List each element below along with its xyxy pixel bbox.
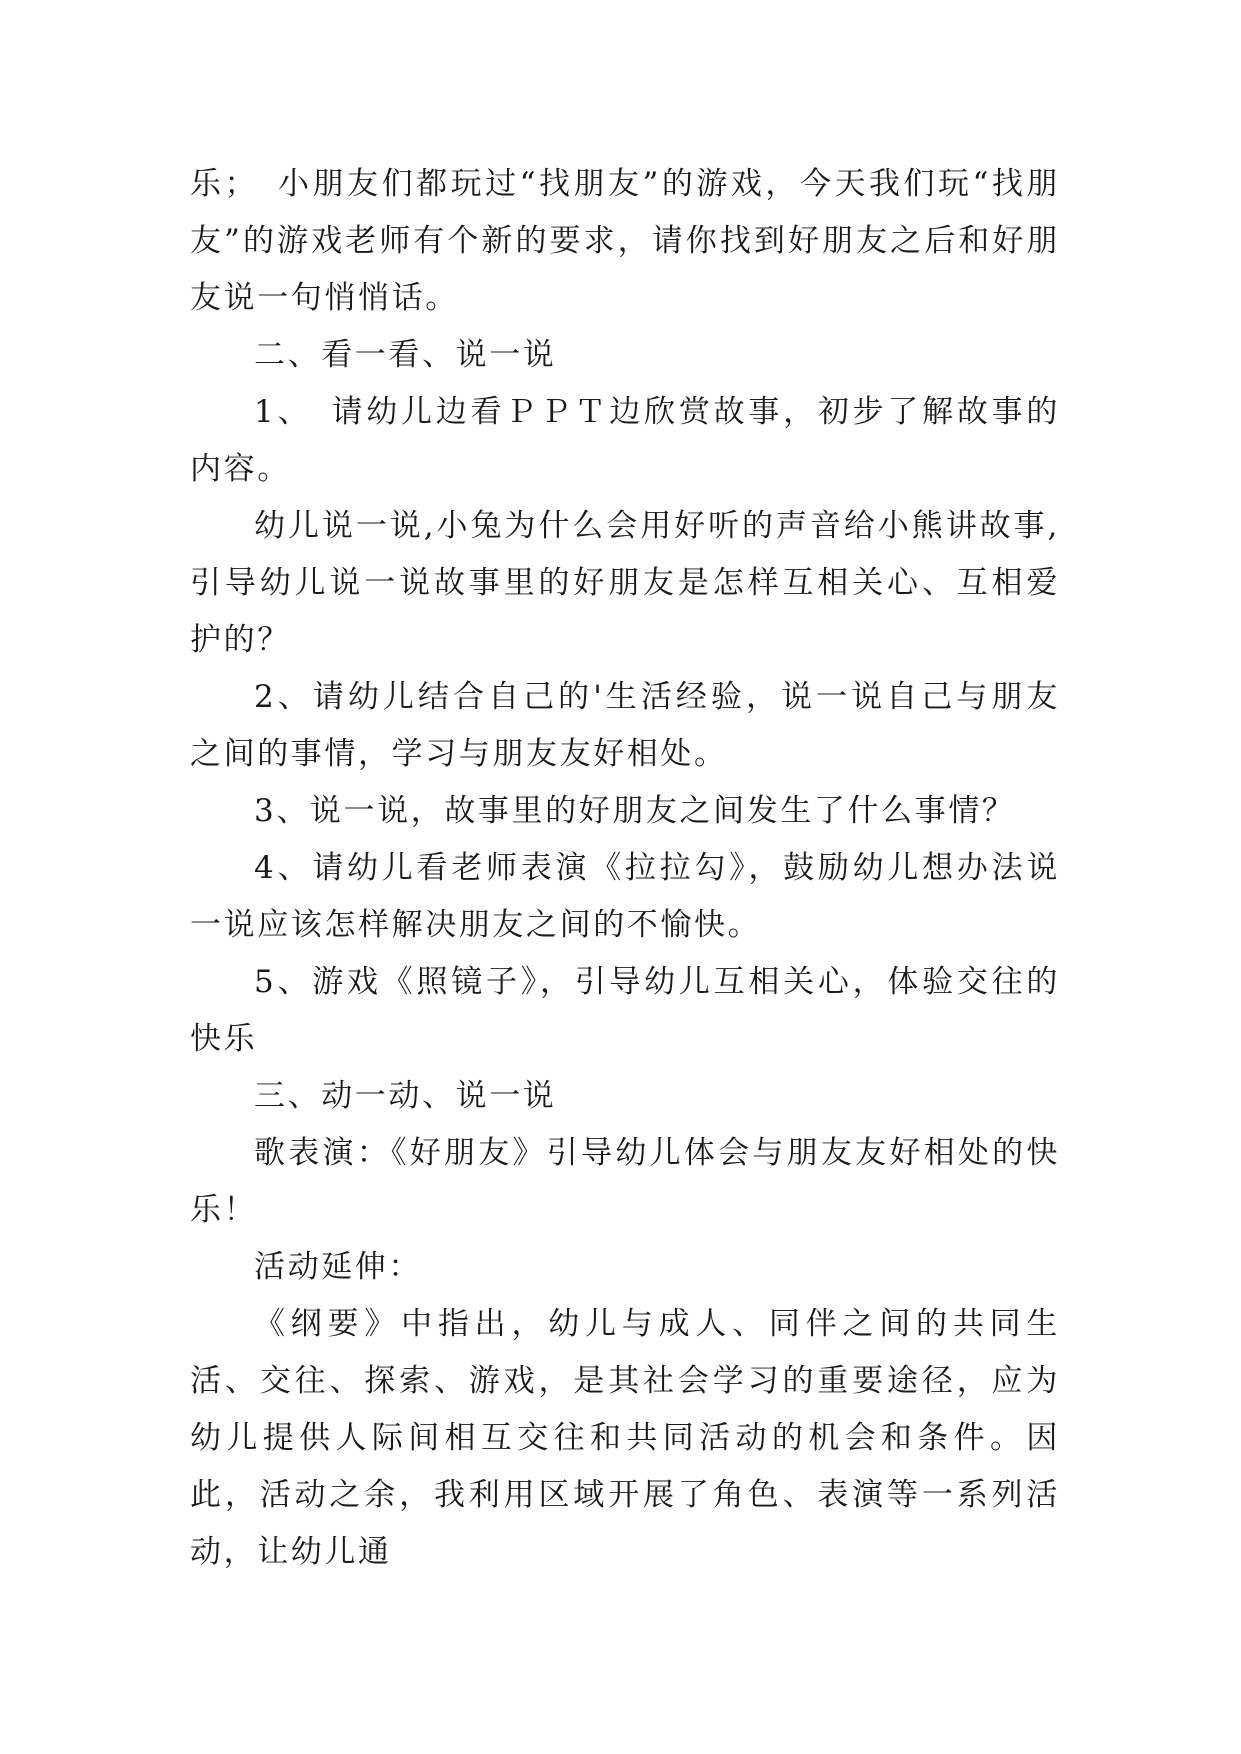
paragraph-1: 乐； 小朋友们都玩过“找朋友”的游戏，今天我们玩“找朋友”的游戏老师有个新的要求，请你找到好朋友之后和好朋友说一句悄悄话。 — [190, 166, 1060, 316]
paragraph-9-heading: 三、动一动、说一说 — [254, 1078, 557, 1114]
paragraph-6: 3、说一说，故事里的好朋友之间发生了什么事情？ — [254, 793, 1016, 829]
paragraph-4: 幼儿说一说,小兔为什么会用好听的声音给小熊讲故事,引导幼儿说一说故事里的好朋友是怎样互相关心、互相爱护的？ — [190, 508, 1060, 658]
document-body — [190, 156, 1060, 1581]
paragraph-2-heading: 二、看一看、说一说 — [254, 337, 557, 373]
paragraph-7: 4、请幼儿看老师表演《拉拉勾》，鼓励幼儿想办法说一说应该怎样解决朋友之间的不愉快。 — [190, 850, 1060, 943]
paragraph-10: 歌表演：《好朋友》引导幼儿体会与朋友友好相处的快乐！ — [190, 1135, 1060, 1228]
paragraph-11-heading: 活动延伸： — [254, 1249, 422, 1285]
paragraph-12: 《纲要》中指出，幼儿与成人、同伴之间的共同生活、交往、探索、游戏，是其社会学习的重要途径，应为幼儿提供人际间相互交往和共同活动的机会和条件。因此，活动之余，我利用区域开展了角色、表演等一系列活动，让幼儿通 — [190, 1306, 1060, 1570]
paragraph-5: 2、请幼儿结合自己的'生活经验，说一说自己与朋友之间的事情，学习与朋友友好相处。 — [190, 679, 1060, 772]
paragraph-3: 1、 请幼儿边看ＰＰＴ边欣赏故事，初步了解故事的内容。 — [190, 394, 1060, 487]
paragraph-8: 5、游戏《照镜子》，引导幼儿互相关心，体验交往的快乐 — [190, 964, 1060, 1057]
